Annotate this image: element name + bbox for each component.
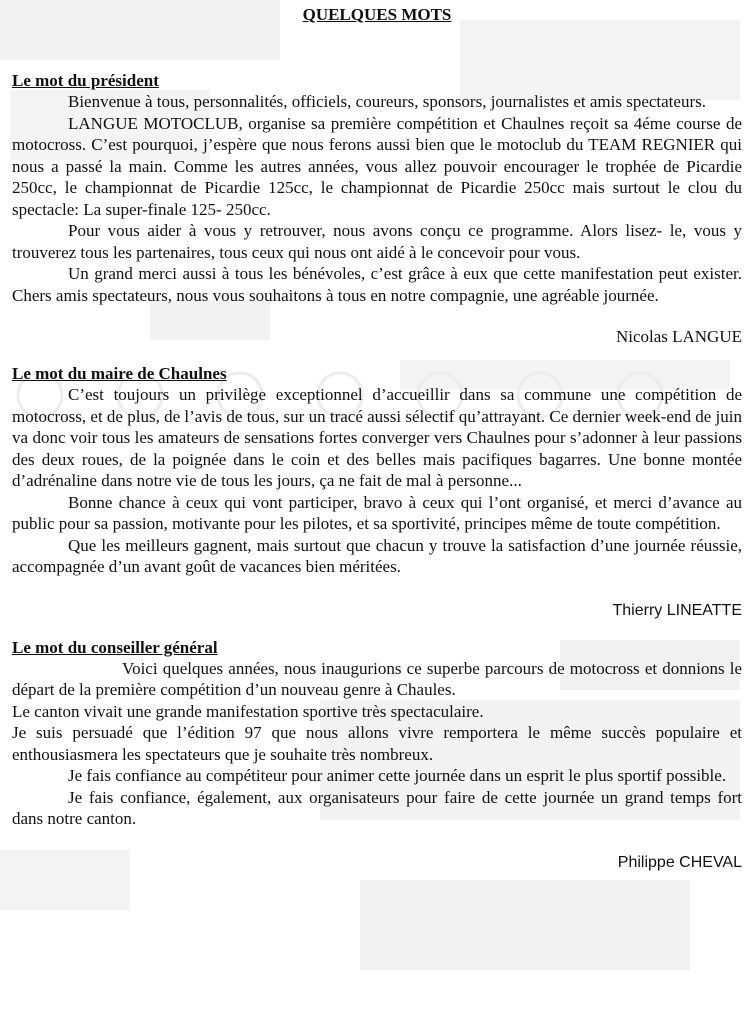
paragraph: Bonne chance à ceux qui vont participer, bravo à ceux qui l’ont organisé, et merci d’avance au public pour sa passion, motivante pour les pilotes, et sa sportivité, principes même de toute compétition. [12, 492, 742, 533]
section-conseiller [12, 637, 742, 873]
paragraph: Un grand merci aussi à tous les bénévoles, c’est grâce à eux que cette manifestation peut exister. Chers amis spectateurs, nous vous souhaitons à tous en notre compagnie, une agréable journée. [12, 264, 742, 305]
paragraph: Le canton vivait une grande manifestation sportive très spectaculaire. [12, 701, 484, 721]
paragraph: LANGUE MOTOCLUB, organise sa première compétition et Chaulnes reçoit sa 4éme course de motocross. C’est pourquoi, j’espère que nous ferons aussi bien que le motoclub du TEAM REGNIER qui nous a passé la main. Comme les autres années, vous allez pouvoir encourager le trophée de Picardie 250cc, le championnat de Picardie 125cc, le championnat de Picardie 250cc mais surtout le clou du spectacle: La super-finale 125- 250cc. [12, 113, 742, 219]
paragraph: Je fais confiance au compétiteur pour animer cette journée dans un esprit le plus sportif possible. [68, 766, 727, 785]
page-title: QUELQUES MOTS [302, 5, 452, 24]
signature: Nicolas LANGUE [615, 327, 742, 346]
paragraph: Je fais confiance, également, aux organisateurs pour faire de cette journée un grand temps fort dans notre canton. [12, 787, 742, 828]
section-president [12, 70, 742, 347]
section-maire [12, 363, 742, 621]
paragraph: C’est toujours un privilège exceptionnel d’accueillir dans sa commune une compétition de motocross, et de plus, de l’avis de tous, sur un tracé aussi sélectif qu’attrayant. Ce dernier week-end de juin va donc voir tous les amateurs de sensations fortes converger vers Chaulnes pour s’adonner à leur passions des deux roues, de la poignée dans le coin et des belles mais pacifiques bagarres. Une bonne montée d’adrénaline dans notre vie de tous les jours, ça ne fait de mal à personne... [12, 385, 742, 490]
signature: Philippe CHEVAL [617, 853, 742, 871]
paragraph: Voici quelques années, nous inaugurions ce superbe parcours de motocross et donnions le départ de la première compétition d’un nouveau genre à Chaules. [12, 658, 742, 699]
signature: Thierry LINEATTE [612, 601, 742, 619]
paragraph: Je suis persuadé que l’édition 97 que nous allons vivre remportera le même succès populaire et enthousiasmera les spectateurs que je souhaite très nombreux. [12, 723, 742, 764]
section-heading: Le mot du président [12, 71, 159, 90]
paragraph: Que les meilleurs gagnent, mais surtout que chacun y trouve la satisfaction d’une journée réussie, accompagnée d’un avant goût de vacances bien méritées. [12, 535, 742, 576]
paragraph: Bienvenue à tous, personnalités, officiels, coureurs, sponsors, journalistes et amis spectateurs. [68, 92, 706, 111]
section-heading: Le mot du maire de Chaulnes [12, 364, 227, 383]
section-heading: Le mot du conseiller général [12, 637, 218, 657]
paragraph: Pour vous aider à vous y retrouver, nous avons conçu ce programme. Alors lisez- le, vous y trouverez tous les partenaires, tous ceux qui nous ont aidé à le concevoir pour vous. [12, 221, 742, 262]
document-content [12, 0, 742, 873]
